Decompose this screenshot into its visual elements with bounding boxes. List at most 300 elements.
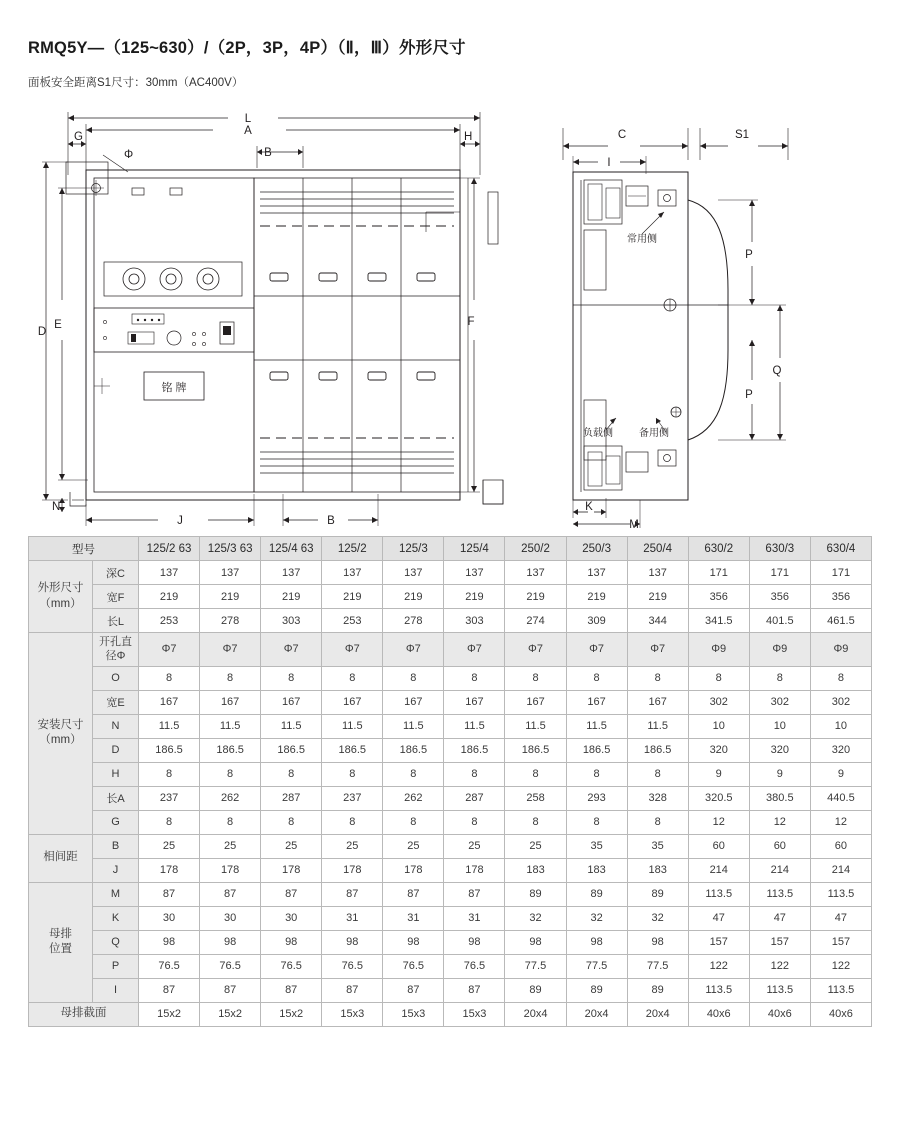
cell: 302 <box>749 690 810 714</box>
table-row <box>29 561 872 585</box>
cell: 328 <box>627 786 688 810</box>
cell: 8 <box>139 666 200 690</box>
label-F: F <box>467 316 475 328</box>
group-label-line1: 外形尺寸 <box>37 581 84 594</box>
cell: 219 <box>627 585 688 609</box>
cell: 60 <box>688 834 749 858</box>
cell: Φ7 <box>322 633 383 667</box>
col-header: 250/3 <box>566 537 627 561</box>
cell: 87 <box>139 882 200 906</box>
cell: 287 <box>261 786 322 810</box>
col-header: 125/4 63 <box>261 537 322 561</box>
cell: 98 <box>566 930 627 954</box>
cell: 219 <box>261 585 322 609</box>
cell: 137 <box>200 561 261 585</box>
cell: 186.5 <box>627 738 688 762</box>
cell: 137 <box>383 561 444 585</box>
cell: 89 <box>566 978 627 1002</box>
cell: 113.5 <box>688 978 749 1002</box>
cell: 258 <box>505 786 566 810</box>
cell: 183 <box>566 858 627 882</box>
cell: Φ7 <box>261 633 322 667</box>
cell: 137 <box>505 561 566 585</box>
cell: 186.5 <box>566 738 627 762</box>
cell: 219 <box>444 585 505 609</box>
cell: 87 <box>261 978 322 1002</box>
cell: 15x3 <box>322 1002 383 1026</box>
cell: 320 <box>688 738 749 762</box>
cell: 98 <box>383 930 444 954</box>
cell: 15x2 <box>200 1002 261 1026</box>
row-label: K <box>93 906 139 930</box>
table-row <box>29 930 872 954</box>
cell: 9 <box>749 762 810 786</box>
label-I: I <box>607 157 611 169</box>
cell: 8 <box>566 666 627 690</box>
cell: 157 <box>749 930 810 954</box>
table-row <box>29 834 872 858</box>
cell: 8 <box>810 666 871 690</box>
row-label: J <box>93 858 139 882</box>
table-row <box>29 954 872 978</box>
cell: 11.5 <box>322 714 383 738</box>
cell: 167 <box>139 690 200 714</box>
cell: 401.5 <box>749 609 810 633</box>
cell: 183 <box>505 858 566 882</box>
cell: 47 <box>810 906 871 930</box>
cell: 98 <box>322 930 383 954</box>
cell: 31 <box>444 906 505 930</box>
label-S1: S1 <box>734 129 750 141</box>
table-row <box>29 738 872 762</box>
cell: 11.5 <box>566 714 627 738</box>
col-header: 125/2 63 <box>139 537 200 561</box>
cell: 186.5 <box>322 738 383 762</box>
cell: 186.5 <box>505 738 566 762</box>
group-label-line1: 母排 <box>49 927 72 940</box>
cell: 87 <box>383 882 444 906</box>
cell: 278 <box>383 609 444 633</box>
cell: 11.5 <box>383 714 444 738</box>
cell: 25 <box>261 834 322 858</box>
cell: 219 <box>139 585 200 609</box>
cell: 8 <box>383 810 444 834</box>
table-row <box>29 762 872 786</box>
label-P-lower: P <box>745 389 753 401</box>
cell: Φ9 <box>688 633 749 667</box>
row-label-line2: 径Φ <box>105 650 126 663</box>
cell: Φ7 <box>505 633 566 667</box>
col-header: 125/4 <box>444 537 505 561</box>
cell: 89 <box>627 882 688 906</box>
cell: 8 <box>627 762 688 786</box>
table-row <box>29 786 872 810</box>
row-label: I <box>93 978 139 1002</box>
table-row <box>29 666 872 690</box>
cell: 87 <box>444 978 505 1002</box>
cell: 237 <box>322 786 383 810</box>
cell: 30 <box>200 906 261 930</box>
table-header-row <box>29 537 872 561</box>
row-label: Q <box>93 930 139 954</box>
label-N: N <box>52 501 61 513</box>
row-label: G <box>93 810 139 834</box>
cell: Φ7 <box>200 633 261 667</box>
cell: 8 <box>444 666 505 690</box>
cell: 137 <box>322 561 383 585</box>
cell: 137 <box>139 561 200 585</box>
group-label-line1: 安装尺寸 <box>37 718 84 731</box>
label-P-upper: P <box>745 249 753 261</box>
cell: 35 <box>627 834 688 858</box>
col-header: 630/4 <box>810 537 871 561</box>
cell: 122 <box>810 954 871 978</box>
cell: 341.5 <box>688 609 749 633</box>
cell: 12 <box>749 810 810 834</box>
cell: 178 <box>444 858 505 882</box>
cell: 113.5 <box>810 978 871 1002</box>
group-label-outline <box>29 561 93 633</box>
col-header: 630/3 <box>749 537 810 561</box>
dimension-drawing <box>28 100 872 530</box>
cell: 47 <box>688 906 749 930</box>
cell: 47 <box>749 906 810 930</box>
cell: 98 <box>505 930 566 954</box>
cell: 77.5 <box>627 954 688 978</box>
cell: 25 <box>505 834 566 858</box>
cell: 8 <box>261 666 322 690</box>
cell: 98 <box>627 930 688 954</box>
cell: 30 <box>261 906 322 930</box>
cell: 8 <box>505 762 566 786</box>
group-label-line1: 相间距 <box>43 851 78 864</box>
cell: 8 <box>566 762 627 786</box>
cell: Φ7 <box>444 633 505 667</box>
cell: 183 <box>627 858 688 882</box>
cell: 274 <box>505 609 566 633</box>
label-H: H <box>464 131 473 143</box>
col-header: 125/3 63 <box>200 537 261 561</box>
page-title: RMQ5Y—（125~630）/（2P，3P，4P）（Ⅱ，Ⅲ）外形尺寸 <box>28 39 466 57</box>
cell: 8 <box>688 666 749 690</box>
cell: 40x6 <box>810 1002 871 1026</box>
group-label-phase-spacing <box>29 834 93 882</box>
cell: 380.5 <box>749 786 810 810</box>
label-phi: Φ <box>124 149 134 161</box>
cell: 87 <box>200 882 261 906</box>
cell: 167 <box>627 690 688 714</box>
cell: 8 <box>505 810 566 834</box>
cell: 287 <box>444 786 505 810</box>
row-label: N <box>93 714 139 738</box>
cell: 293 <box>566 786 627 810</box>
cell: 8 <box>261 810 322 834</box>
cell: 40x6 <box>749 1002 810 1026</box>
cell: 157 <box>688 930 749 954</box>
cell: 214 <box>688 858 749 882</box>
cell: 344 <box>627 609 688 633</box>
cell: 77.5 <box>566 954 627 978</box>
row-label: P <box>93 954 139 978</box>
cell: 167 <box>322 690 383 714</box>
cell: 8 <box>444 810 505 834</box>
table-row <box>29 810 872 834</box>
table-row <box>29 714 872 738</box>
label-E: E <box>54 319 62 331</box>
cell: 303 <box>261 609 322 633</box>
cell: 8 <box>566 810 627 834</box>
cell: 11.5 <box>261 714 322 738</box>
cell: 76.5 <box>444 954 505 978</box>
cell: 8 <box>139 810 200 834</box>
cell: 87 <box>322 978 383 1002</box>
cell: 178 <box>383 858 444 882</box>
col-header: 125/3 <box>383 537 444 561</box>
group-label-line2: （mm） <box>39 734 82 747</box>
table-row <box>29 609 872 633</box>
row-label-line1: 开孔直 <box>99 636 132 648</box>
cell: 31 <box>383 906 444 930</box>
label-B-bottom: B <box>327 515 335 527</box>
cell: 320.5 <box>688 786 749 810</box>
cell: 15x3 <box>383 1002 444 1026</box>
cell: 278 <box>200 609 261 633</box>
cell: 76.5 <box>383 954 444 978</box>
cell: 302 <box>688 690 749 714</box>
cell: 309 <box>566 609 627 633</box>
cell: 219 <box>505 585 566 609</box>
cell: 15x2 <box>139 1002 200 1026</box>
cell: 25 <box>200 834 261 858</box>
cell: 9 <box>810 762 871 786</box>
cell: 10 <box>749 714 810 738</box>
col-header: 250/4 <box>627 537 688 561</box>
cell: 8 <box>322 666 383 690</box>
cell: 461.5 <box>810 609 871 633</box>
cell: 25 <box>444 834 505 858</box>
cell: 113.5 <box>688 882 749 906</box>
cell: 137 <box>566 561 627 585</box>
label-M: M <box>629 519 639 530</box>
model-header: 型号 <box>29 537 139 561</box>
group-label-busbar-position <box>29 882 93 1002</box>
cell: 113.5 <box>810 882 871 906</box>
nameplate-label: 铭 牌 <box>161 382 187 394</box>
cell: 8 <box>322 810 383 834</box>
cell: 15x2 <box>261 1002 322 1026</box>
cell: 171 <box>688 561 749 585</box>
cell: Φ7 <box>383 633 444 667</box>
cell: 8 <box>505 666 566 690</box>
cell: 11.5 <box>627 714 688 738</box>
cell: 40x6 <box>688 1002 749 1026</box>
cell: 237 <box>139 786 200 810</box>
cell: 32 <box>627 906 688 930</box>
table-row <box>29 633 872 667</box>
cell: 8 <box>322 762 383 786</box>
cell: 76.5 <box>322 954 383 978</box>
row-label: 宽F <box>93 585 139 609</box>
table-row <box>29 585 872 609</box>
col-header: 630/2 <box>688 537 749 561</box>
row-label: 长L <box>93 609 139 633</box>
cell: 8 <box>200 762 261 786</box>
cell: 76.5 <box>200 954 261 978</box>
standby-side-label: 备用侧 <box>639 428 669 439</box>
cell: 77.5 <box>505 954 566 978</box>
cell: 167 <box>383 690 444 714</box>
cell: 262 <box>383 786 444 810</box>
cell: 8 <box>444 762 505 786</box>
cell: 87 <box>139 978 200 1002</box>
cell: 137 <box>627 561 688 585</box>
table-row <box>29 978 872 1002</box>
cell: 25 <box>322 834 383 858</box>
cell: 320 <box>749 738 810 762</box>
table-row <box>29 882 872 906</box>
cell: 15x3 <box>444 1002 505 1026</box>
cell: 11.5 <box>444 714 505 738</box>
cell: 178 <box>322 858 383 882</box>
cell: 89 <box>627 978 688 1002</box>
common-side-label: 常用侧 <box>627 234 657 245</box>
cell: 76.5 <box>139 954 200 978</box>
cell: 87 <box>383 978 444 1002</box>
cell: 167 <box>200 690 261 714</box>
cell: 219 <box>566 585 627 609</box>
cell: 9 <box>688 762 749 786</box>
cell: Φ7 <box>139 633 200 667</box>
cell: 186.5 <box>444 738 505 762</box>
cell: 137 <box>444 561 505 585</box>
cell: 89 <box>505 978 566 1002</box>
cell: 303 <box>444 609 505 633</box>
col-header: 250/2 <box>505 537 566 561</box>
col-header: 125/2 <box>322 537 383 561</box>
cell: 8 <box>200 666 261 690</box>
table-row <box>29 906 872 930</box>
cell: 98 <box>444 930 505 954</box>
cell: 356 <box>749 585 810 609</box>
cell: 98 <box>261 930 322 954</box>
cell: 171 <box>810 561 871 585</box>
cell: 167 <box>261 690 322 714</box>
cell: 11.5 <box>139 714 200 738</box>
table-row <box>29 858 872 882</box>
cell: 35 <box>566 834 627 858</box>
cell: 137 <box>261 561 322 585</box>
cell: 219 <box>200 585 261 609</box>
cell: 32 <box>566 906 627 930</box>
cell: 89 <box>505 882 566 906</box>
cell: 167 <box>505 690 566 714</box>
cell: 20x4 <box>566 1002 627 1026</box>
cell: 122 <box>688 954 749 978</box>
cell: 167 <box>444 690 505 714</box>
table-row <box>29 690 872 714</box>
page <box>0 34 900 1139</box>
cell: Φ7 <box>566 633 627 667</box>
page-subtitle: 面板安全距离S1尺寸：30mm（AC400V） <box>28 77 244 89</box>
cell: 87 <box>261 882 322 906</box>
table-footer-row <box>29 1002 872 1026</box>
cell: 87 <box>200 978 261 1002</box>
cell: 20x4 <box>627 1002 688 1026</box>
cell: 440.5 <box>810 786 871 810</box>
row-label: M <box>93 882 139 906</box>
cell: 87 <box>322 882 383 906</box>
cell: 11.5 <box>505 714 566 738</box>
cell: 8 <box>261 762 322 786</box>
row-label: 深C <box>93 561 139 585</box>
cell: 8 <box>627 810 688 834</box>
label-Q: Q <box>772 365 782 377</box>
group-label-line2: 位置 <box>49 943 72 956</box>
cell: Φ9 <box>810 633 871 667</box>
cell: 98 <box>200 930 261 954</box>
cell: 25 <box>383 834 444 858</box>
cell: 11.5 <box>200 714 261 738</box>
cell: 76.5 <box>261 954 322 978</box>
row-label: O <box>93 666 139 690</box>
cell: 60 <box>749 834 810 858</box>
cell: 113.5 <box>749 978 810 1002</box>
cell: 8 <box>383 666 444 690</box>
cell: Φ9 <box>749 633 810 667</box>
cell: 178 <box>139 858 200 882</box>
cell: 186.5 <box>200 738 261 762</box>
cell: 186.5 <box>261 738 322 762</box>
cell: 20x4 <box>505 1002 566 1026</box>
cell: 98 <box>139 930 200 954</box>
cell: 253 <box>322 609 383 633</box>
cell: 60 <box>810 834 871 858</box>
row-label: D <box>93 738 139 762</box>
cell: 8 <box>749 666 810 690</box>
cell: 32 <box>505 906 566 930</box>
cell: 253 <box>139 609 200 633</box>
load-side-label: 负载侧 <box>583 428 613 439</box>
cell: 87 <box>444 882 505 906</box>
cell: 320 <box>810 738 871 762</box>
label-J: J <box>177 515 183 527</box>
label-B-top: B <box>264 147 272 159</box>
row-label: B <box>93 834 139 858</box>
cell: 31 <box>322 906 383 930</box>
cell: 113.5 <box>749 882 810 906</box>
row-label: 宽E <box>93 690 139 714</box>
label-G: G <box>74 131 83 143</box>
row-label: 长A <box>93 786 139 810</box>
group-label-line2: （mm） <box>39 597 82 610</box>
cell: 12 <box>810 810 871 834</box>
row-label: H <box>93 762 139 786</box>
cell: 356 <box>810 585 871 609</box>
busbar-section-label: 母排截面 <box>29 1002 139 1026</box>
cell: 186.5 <box>139 738 200 762</box>
cell: 122 <box>749 954 810 978</box>
cell: 89 <box>566 882 627 906</box>
cell: 12 <box>688 810 749 834</box>
cell: 302 <box>810 690 871 714</box>
cell: Φ7 <box>627 633 688 667</box>
cell: 25 <box>139 834 200 858</box>
row-label-hole-dia <box>93 633 139 667</box>
cell: 157 <box>810 930 871 954</box>
label-C: C <box>617 129 627 141</box>
cell: 8 <box>627 666 688 690</box>
dimension-table <box>28 536 872 1027</box>
